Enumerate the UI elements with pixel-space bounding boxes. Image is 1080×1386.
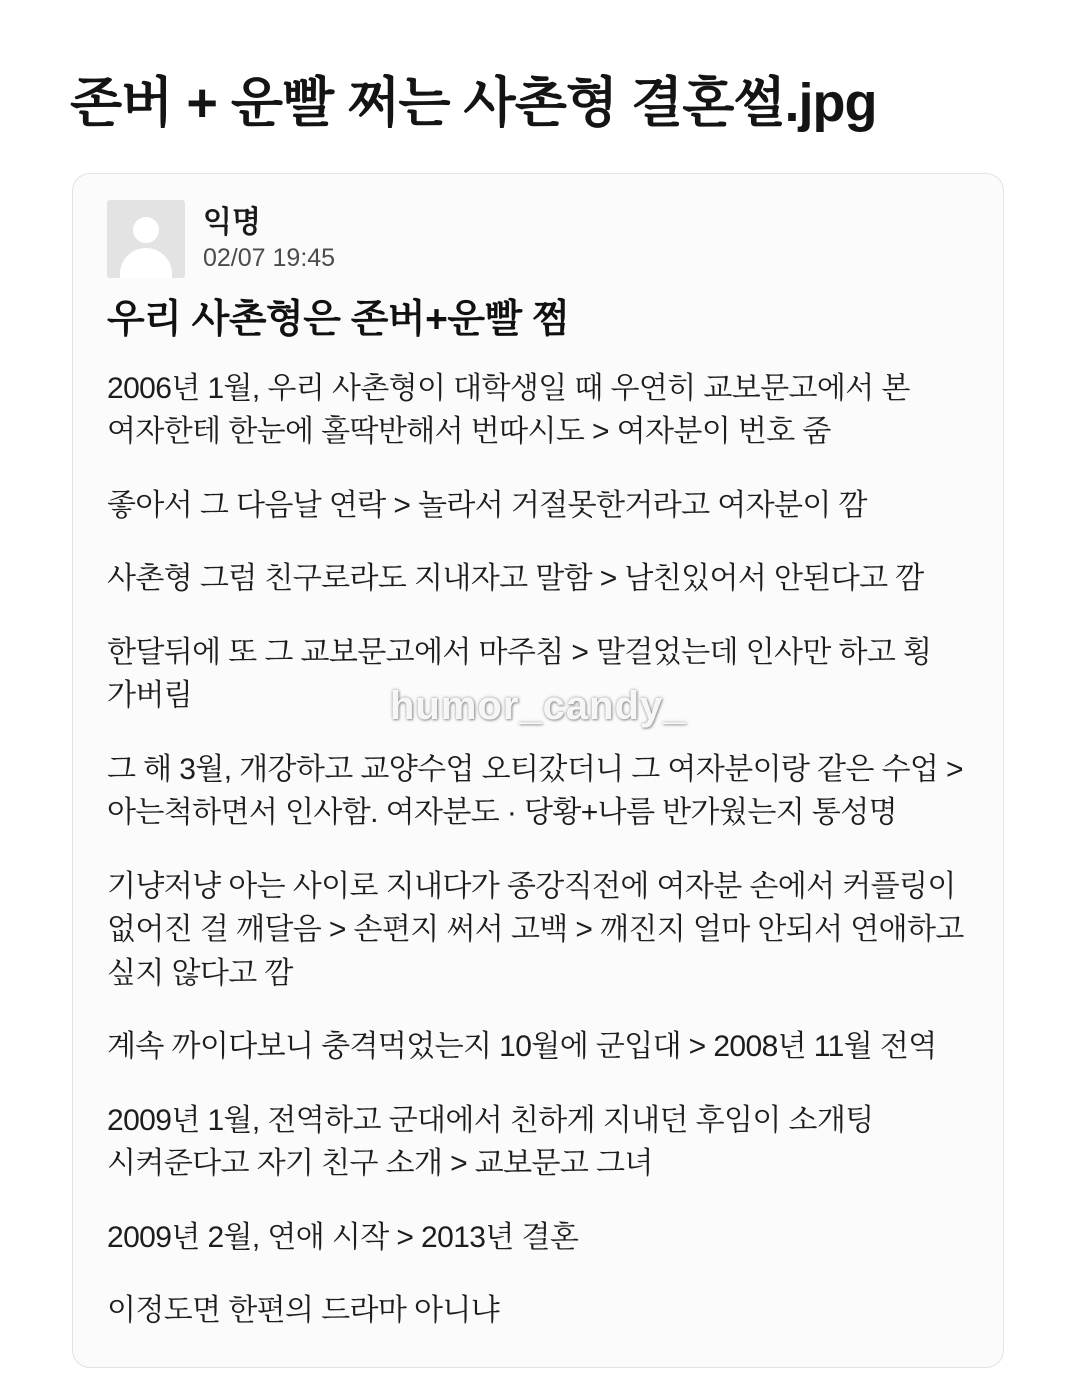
post-paragraph: 2009년 1월, 전역하고 군대에서 친하게 지내던 후임이 소개팅 시켜준다고 자기 친구 소개 > 교보문고 그녀 bbox=[107, 1103, 874, 1181]
post-title: 우리 사촌형은 존버+운빨 쩜 bbox=[107, 298, 570, 342]
post-paragraph: 2009년 2월, 연애 시작 > 2013년 결혼 bbox=[107, 1220, 579, 1254]
post-paragraph: 한달뒤에 또 그 교보문고에서 마주침 > 말걸었는데 인사만 하고 횡 가버림 bbox=[107, 635, 932, 713]
avatar-head-shape bbox=[133, 217, 159, 243]
post-paragraph: 기냥저냥 아는 사이로 지내다가 종강직전에 여자분 손에서 커플링이 없어진 걸 깨달음 > 손편지 써서 고백 > 깨진지 얼마 안되서 연애하고 싶지 않다고 깜 bbox=[107, 869, 964, 990]
post-paragraph: 2006년 1월, 우리 사촌형이 대학생일 때 우연히 교보문고에서 본 여자한테 한눈에 홀딱반해서 번따시도 > 여자분이 번호 줌 bbox=[107, 371, 910, 449]
post-paragraph: 사촌형 그럼 친구로라도 지내자고 말함 > 남친있어서 안된다고 깜 bbox=[107, 562, 924, 596]
avatar bbox=[107, 200, 185, 278]
post-card bbox=[72, 173, 1004, 1368]
post-body bbox=[107, 367, 969, 1333]
post-header bbox=[107, 200, 969, 278]
post-paragraph: 이정도면 한편의 드라마 아니냐 bbox=[107, 1294, 500, 1328]
post-timestamp: 02/07 19:45 bbox=[203, 243, 336, 272]
post-paragraph: 그 해 3월, 개강하고 교양수업 오티갔더니 그 여자분이랑 같은 수업 > 아는척하면서 인사함. 여자분도 · 당황+나름 반가웠는지 통성명 bbox=[107, 752, 963, 830]
watermark: humor_candy_ bbox=[390, 684, 687, 729]
author-name: 익명 bbox=[203, 205, 261, 239]
author-block bbox=[203, 206, 335, 273]
post-paragraph: 좋아서 그 다음날 연락 > 놀라서 거절못한거라고 여자분이 깜 bbox=[107, 488, 867, 522]
page-title: 존버 + 운빨 쩌는 사촌형 결혼썰.jpg bbox=[70, 73, 877, 134]
post-paragraph: 계속 까이다보니 충격먹었는지 10월에 군입대 > 2008년 11월 전역 bbox=[107, 1030, 937, 1064]
avatar-body-shape bbox=[120, 248, 172, 278]
